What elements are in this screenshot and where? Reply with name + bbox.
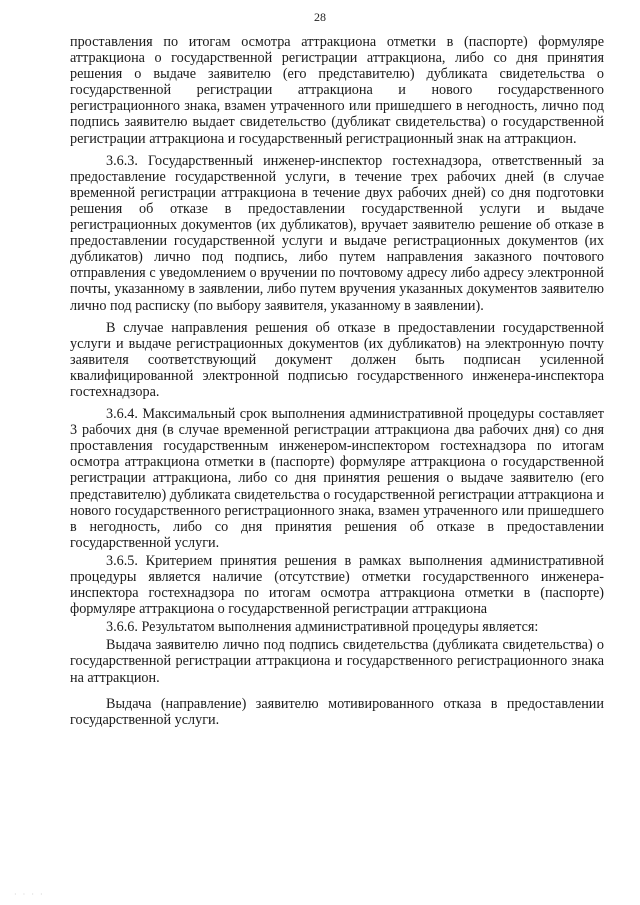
paragraph-3-6-4: 3.6.4. Максимальный срок выполнения административной процедуры составляет 3 рабочих дня (в случае временной регистрации аттракциона два рабочих дня) со дня проставления государственным инженером-инспектором гостехнадзора по итогам осмотра аттракциона отметки в (паспорте) формуляре аттракциона о государственной регистрации аттракциона, либо со дня принятия решения о выдаче заявителю (его представителю) дубликата свидетельства о государственной регистрации аттракциона и нового государственного регистрационного знака, взамен утраченного или пришедшего в негодность, либо со дня принятия решения об отказе в предоставлении государственной услуги. xyxy=(70,406,604,551)
paragraph-3-6-6: 3.6.6. Результатом выполнения административной процедуры является: xyxy=(106,619,539,636)
paragraph-result-refusal: Выдача (направление) заявителю мотивированного отказа в предоставлении государственной услуги. xyxy=(70,695,604,728)
document-body xyxy=(70,34,604,730)
scan-artifact: · · · · xyxy=(14,890,45,899)
paragraph-3-6-5: 3.6.5. Критерием принятия решения в рамках выполнения административной процедуры является наличие (отсутствие) отметки государственного инженера-инспектора гостехнадзора по итогам осмотра аттракциона отметки в (паспорте) формуляре аттракциона о государственной регистрации аттракциона xyxy=(70,552,604,618)
paragraph-result-issuance: Выдача заявителю лично под подпись свидетельства (дубликата свидетельства) о государственной регистрации аттракциона и государственного регистрационного знака на аттракцион. xyxy=(70,637,604,686)
paragraph-3-6-3: 3.6.3. Государственный инженер-инспектор гостехнадзора, ответственный за предоставление государственной услуги, в течение трех рабочих дней (в случае временной регистрации аттракциона в течение двух рабочих дней) со дня подготовки решения об отказе в предоставлении государственной услуги и выдаче регистрационных документов (их дубликатов), вручает заявителю решение об отказе в предоставлении государственной услуги и выдаче регистрационных документов (их дубликатов) лично под подпись, либо путем направления заказного почтового отправления с уведомлением о вручении по почтовому адресу либо адресу электронной почты, указанному в заявлении, либо путем вручения указанных документов заявителю лично под расписку (по выбору заявителя, указанному в заявлении). xyxy=(70,152,604,314)
paragraph-electronic-delivery: В случае направления решения об отказе в предоставлении государственной услуги и выдаче регистрационных документов (их дубликатов) на электронную почту заявителя соответствующий документ должен быть подписан усиленной квалифицированной электронной подписью государственного инженера-инспектора гостехнадзора. xyxy=(70,319,604,400)
paragraph-continuation: проставления по итогам осмотра аттракциона отметки в (паспорте) формуляре аттракциона о государственной регистрации аттракциона, либо со дня принятия решения о выдаче заявителю (его представителю) дубликата свидетельства о государственной регистрации аттракциона и нового государственного регистрационного знака, взамен утраченного или пришедшего в негодность, лично под подпись заявителю выдает свидетельство (дубликат свидетельства) о государственной регистрации аттракциона и государственный регистрационный знак на аттракцион. xyxy=(70,34,604,147)
page-number: 28 xyxy=(314,10,326,24)
